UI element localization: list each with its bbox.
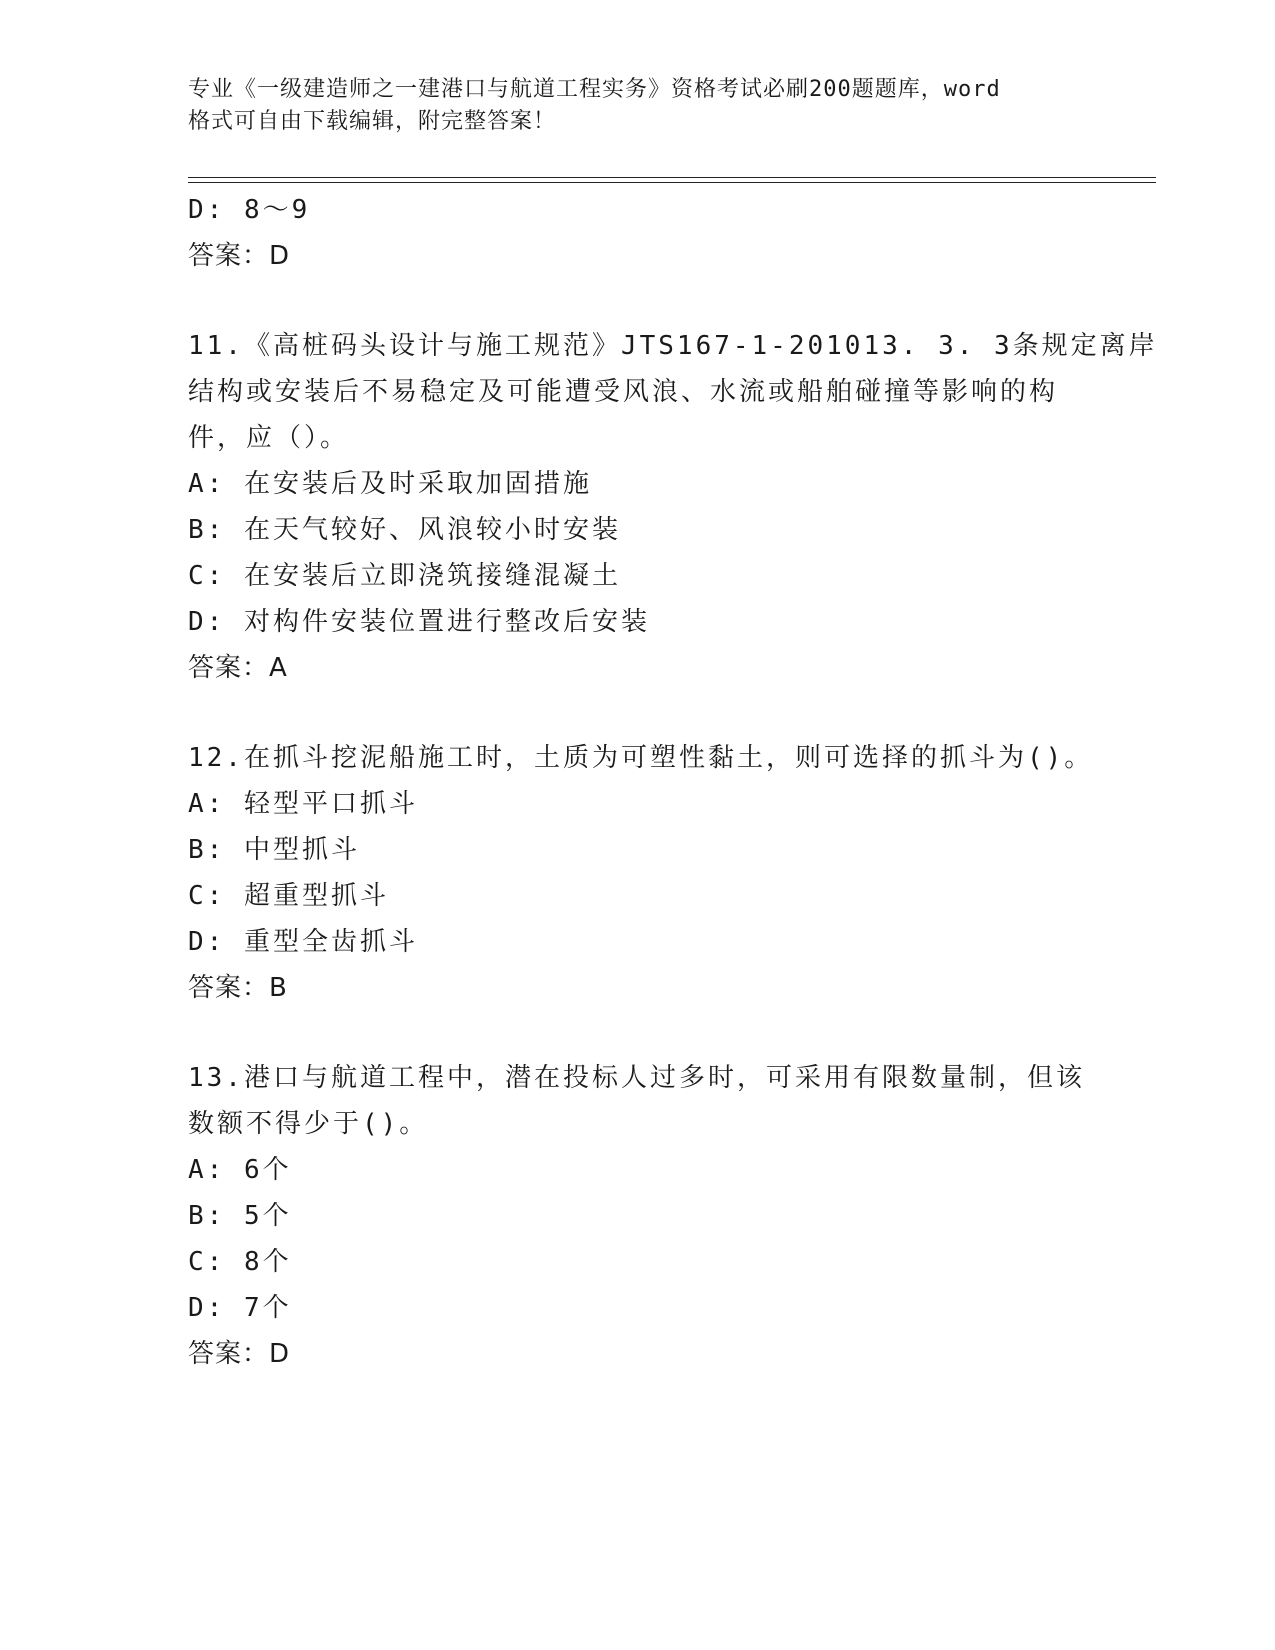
question-list (188, 187, 1158, 1377)
spacer (188, 279, 1088, 323)
option-c: C: 超重型抓斗 (188, 881, 389, 911)
option-b: B: 中型抓斗 (188, 835, 360, 865)
question-text-line: 结构或安装后不易稳定及可能遭受风浪、水流或船舶碰撞等影响的构 (188, 377, 1059, 407)
option-a: A: 轻型平口抓斗 (188, 789, 418, 819)
question-text-line: 12.在抓斗挖泥船施工时，土质为可塑性黏土，则可选择的抓斗为()。 (188, 743, 1094, 773)
question-13 (188, 1055, 1088, 1377)
option-c: C: 8个 (188, 1247, 292, 1277)
spacer (188, 1011, 1088, 1055)
option-a: A: 在安装后及时采取加固措施 (188, 469, 592, 499)
question-11 (188, 323, 1158, 691)
answer-line: 答案：B (188, 973, 288, 1003)
header-divider-top (188, 177, 1156, 178)
option-b: B: 5个 (188, 1201, 292, 1231)
option-d: D: 重型全齿抓斗 (188, 927, 418, 957)
question-text-line: 13.港口与航道工程中，潜在投标人过多时，可采用有限数量制，但该 (188, 1063, 1085, 1093)
option-d: D: 对构件安装位置进行整改后安装 (188, 607, 650, 637)
option-b: B: 在天气较好、风浪较小时安装 (188, 515, 621, 545)
answer-line: 答案：A (188, 653, 288, 683)
spacer (188, 691, 1088, 735)
option-c: C: 在安装后立即浇筑接缝混凝土 (188, 561, 621, 591)
header-divider-bottom (188, 182, 1156, 183)
document-header (188, 74, 1068, 138)
option-d: D: 8～9 (188, 195, 311, 225)
header-line-2: 格式可自由下载编辑，附完整答案！ (188, 109, 557, 134)
answer-line: 答案：D (188, 241, 291, 271)
answer-line: 答案：D (188, 1339, 291, 1369)
question-12 (188, 735, 1094, 1011)
option-a: A: 6个 (188, 1155, 292, 1185)
header-line-1: 专业《一级建造师之一建港口与航道工程实务》资格考试必刷200题题库，word (188, 77, 1001, 102)
question-text-line: 件，应（）。 (188, 423, 350, 453)
option-d: D: 7个 (188, 1293, 292, 1323)
question-text-line: 数额不得少于()。 (188, 1109, 429, 1139)
question-10-tail (188, 187, 1088, 279)
question-text-line: 11.《高桩码头设计与施工规范》JTS167-1-201013. 3. 3条规定离岸 (188, 331, 1158, 361)
